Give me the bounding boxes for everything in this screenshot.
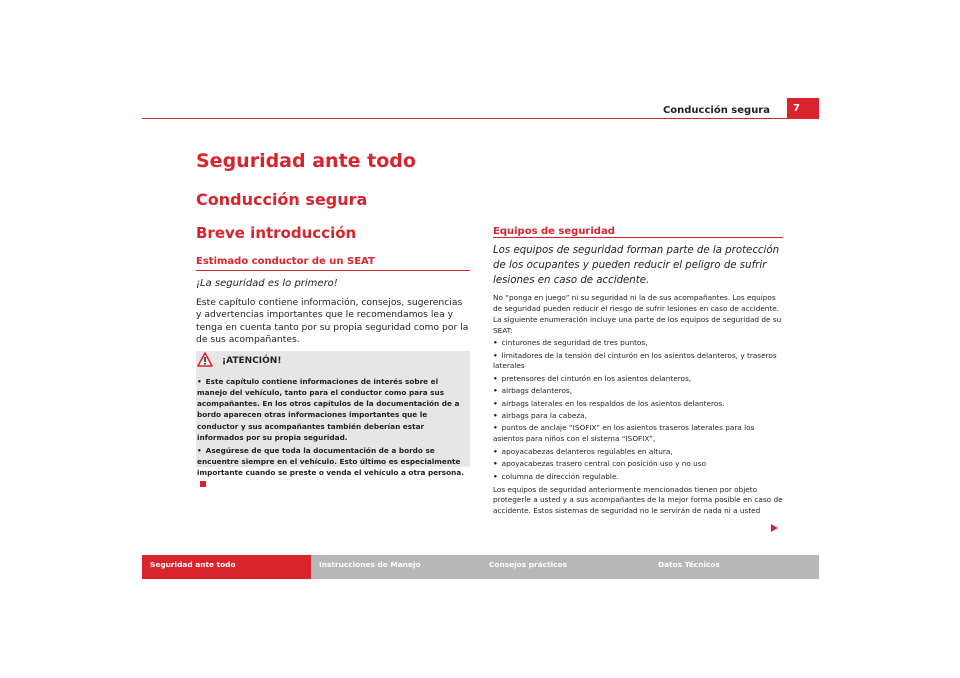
warning-item: • Asegúrese de que toda la documentación de a bordo se encuentre siempre en el vehículo. Esto último es especialmente importante cuando se preste o venda el vehículo a otra persona. [197,445,467,490]
list-item: • apoyacabezas delanteros regulables en altura, [493,446,673,456]
left-lead-text: ¡La seguridad es lo primero! [196,278,338,289]
bullet-icon: • [493,338,498,348]
running-header-title: Conducción segura [662,105,770,116]
bullet-icon: • [493,398,498,408]
bullet-icon: • [197,376,202,386]
end-of-section-icon [200,481,206,487]
warning-item: • Este capítulo contiene informaciones de interés sobre el manejo del vehículo, tanto para el conductor como para sus acompañantes. En los otros capítulos de la documentación de a bordo aparecen otras informaciones importantes que le conductor y sus acompañantes también deberían estar informados por su propia seguridad. [197,376,460,442]
subsection-title: Breve introducción [196,224,357,242]
list-item: • puntos de anclaje “ISOFIX” en los asientos traseros laterales para los asientos para niños con el sistema “ISOFIX”, [493,423,755,444]
bullet-icon: • [493,386,498,396]
left-body-text: Este capítulo contiene información, consejos, sugerencias y advertencias importantes que le recomendamos lea y tenga en cuenta tanto por su propia seguridad como por la de sus acompañantes. [196,297,469,345]
list-item: • columna de dirección regulable. [493,471,619,481]
header-rule [142,118,819,119]
tab-datos-tecnicos[interactable]: Datos Técnicos [650,555,819,579]
tab-instrucciones-de-manejo[interactable]: Instrucciones de Manejo [311,555,481,579]
left-subheading: Estimado conductor de un SEAT [196,256,375,267]
bullet-icon: • [493,471,498,481]
warning-title: ¡ATENCIÓN! [222,356,282,366]
list-item: • airbags para la cabeza, [493,411,587,421]
safety-equipment-list [493,338,783,482]
section-title: Conducción segura [196,190,368,209]
right-subheading-rule [493,237,783,238]
bullet-icon: • [493,446,498,456]
page-number: 7 [793,102,800,114]
tab-seguridad-ante-todo[interactable]: Seguridad ante todo [142,555,311,579]
chapter-title: Seguridad ante todo [196,150,416,172]
right-subheading: Equipos de seguridad [493,226,615,237]
continue-arrow-icon [771,524,778,532]
right-body-text [493,293,783,517]
list-item: • pretensores del cinturón en los asientos delanteros, [493,373,692,383]
tab-consejos-practicos[interactable]: Consejos prácticos [481,555,650,579]
right-intro: No “ponga en juego” ni su seguridad ni la de sus acompañantes. Los equipos de seguridad pueden reducir el riesgo de sufrir lesiones en caso de accidente. La siguiente enumeración incluye una parte de los equipos de seguridad de su SEAT: [493,293,782,335]
bullet-icon: • [493,411,498,421]
right-lead-text: Los equipos de seguridad forman parte de la protección de los ocupantes y pueden reducir el peligro de sufrir lesiones en caso de accidente. [493,245,780,286]
left-subheading-rule [196,270,470,271]
right-outro: Los equipos de seguridad anteriormente mencionados tienen por objeto protegerle a usted y a sus acompañantes de la mejor forma posible en caso de accidente. Estos sistemas de seguridad no le servirán de nada ni a usted [493,484,783,516]
list-item: • apoyacabezas trasero central con posición uso y no uso [493,459,707,469]
page-number-box [787,98,819,118]
warning-body [197,374,467,490]
bullet-icon: • [197,445,202,455]
list-item: • airbags delanteros, [493,386,573,396]
bullet-icon: • [493,373,498,383]
warning-triangle-icon [197,352,213,367]
bullet-icon: • [493,350,498,360]
list-item: • limitadores de la tensión del cinturón en los asientos delanteros, y traseros laterales [493,350,777,371]
list-item: • cinturones de seguridad de tres puntos, [493,338,648,348]
bullet-icon: • [493,423,498,433]
list-item: • airbags laterales en los respaldos de los asientos delanteros. [493,398,725,408]
bullet-icon: • [493,459,498,469]
